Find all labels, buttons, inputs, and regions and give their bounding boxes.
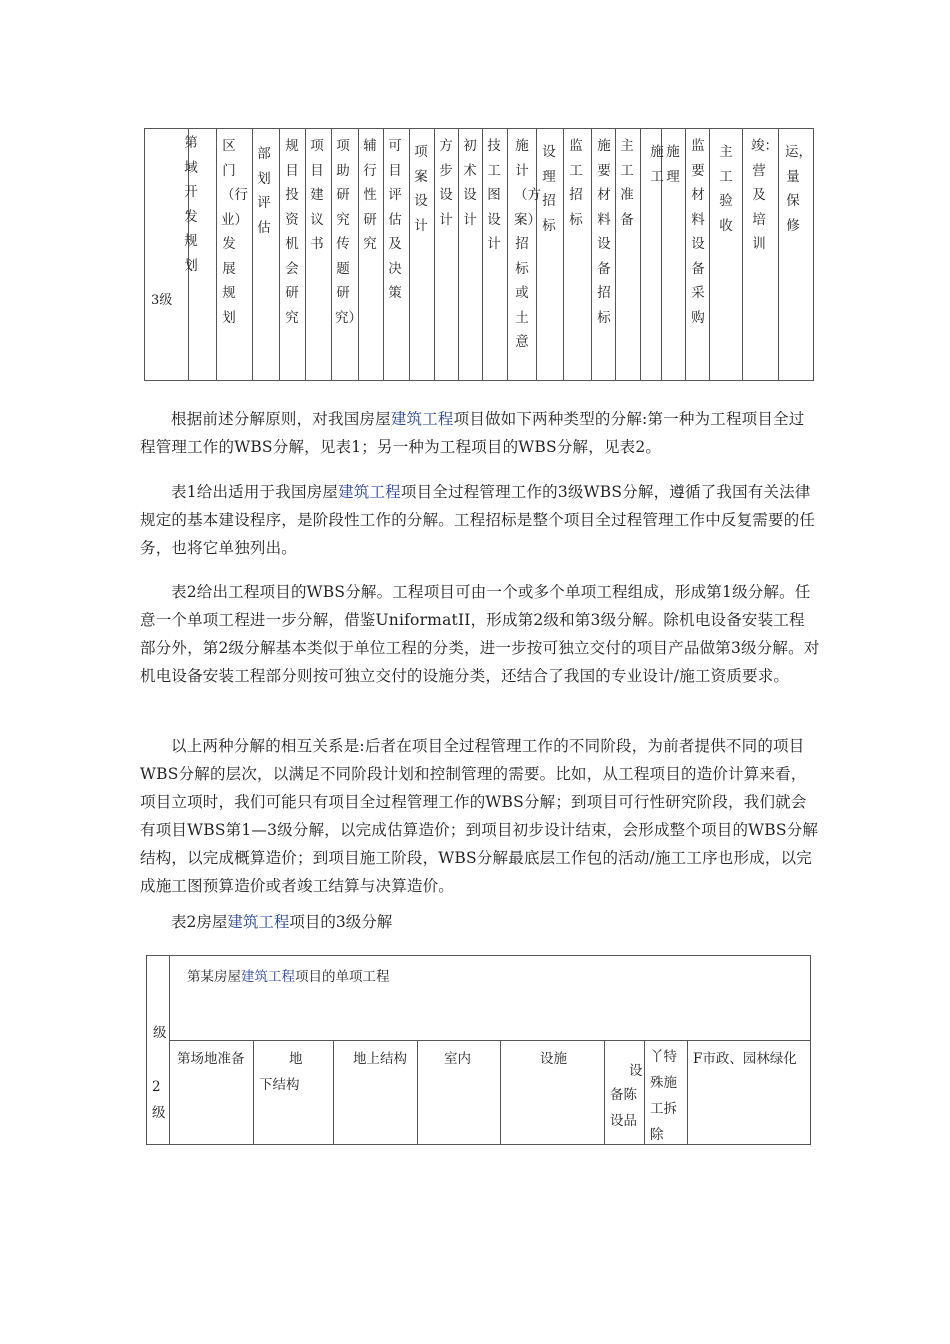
- table1-cell: 监要材料 设备采购: [691, 138, 705, 326]
- table2-col-divider: [500, 1040, 501, 1144]
- paragraph-1: [140, 405, 820, 461]
- table1-cell: 运，量保修: [785, 144, 812, 234]
- table1-col-divider: [615, 129, 616, 380]
- table1-cell: 主工准备: [620, 138, 634, 228]
- table1-cell: 部划评估: [257, 146, 271, 236]
- table1-cell: 施计（方案）招标或土意: [514, 138, 541, 350]
- table1-col-divider: [507, 129, 508, 380]
- table2-cell: 设: [629, 1063, 643, 1079]
- table1-col-divider: [536, 129, 537, 380]
- table2-col-divider: [333, 1040, 334, 1144]
- table2-cell: 第场地准备: [177, 1051, 245, 1067]
- table1-cell: 辅行性研究: [363, 138, 377, 252]
- table1-cell: 项助研究传题研究）: [335, 138, 362, 326]
- table2-col-divider: [253, 1040, 254, 1144]
- table1-cell: 施要材料设备招标: [597, 138, 611, 326]
- table1-col-divider: [458, 129, 459, 380]
- paragraph-3: 表2给出工程项目的WBS分解。工程项目可由一个或多个单项工程组成，形成第1级分解。任意一个单项工程进一步分解，借鉴UniformatII，形成第2级和第3级分解。除机电设备安装工程部分外，第2级分解基本类似于单位工程的分类，进一步按可独立交付的项目产品做第3级分解。对机电设备安装工程部分则按可独立交付的设施分类，还结合了我国的专业设计/施工资质要求。: [140, 583, 820, 685]
- link-construction-engineering[interactable]: 建筑工程: [338, 483, 401, 501]
- table1-level-label: 3级: [151, 293, 173, 308]
- table1-cell: 项目建议书: [310, 138, 324, 252]
- table1-cell: 竣：营及培训: [751, 138, 778, 252]
- table1-cell: 第域开发规划: [184, 135, 198, 274]
- table1-cell: 监工招标: [569, 138, 583, 228]
- table1-col-divider: [742, 129, 743, 380]
- table1-col-divider: [252, 129, 253, 380]
- paragraph-2: [140, 478, 820, 562]
- table1-cell: 可目评估及决策: [388, 138, 402, 301]
- paragraph-text: 项目全过程管理工作的3级WBS分解，遵循了我国有关法律规定的基本建设程序，是阶段性工作的分解。工程招标是整个项目全过程管理工作中反复需要的任务，也将它单独列出。: [140, 483, 816, 557]
- table2-col-divider: [604, 1040, 605, 1144]
- table2-col-divider: [644, 1040, 645, 1144]
- table1-col-divider: [482, 129, 483, 380]
- table1-cell: 项案设计: [414, 144, 428, 234]
- header-text: 第某房屋: [187, 969, 241, 985]
- link-construction-engineering[interactable]: 建筑工程: [227, 913, 290, 931]
- table2-cell: 设施: [540, 1051, 567, 1067]
- wbs-table-2: [146, 955, 811, 1145]
- table2-cell: 室内: [444, 1051, 471, 1067]
- table1-cell: 方步设计: [439, 138, 453, 228]
- table2-cell: 备陈设品: [610, 1087, 637, 1129]
- table1-col-divider: [434, 129, 435, 380]
- table2-level-label: 级: [153, 1025, 167, 1041]
- table2-cell: 地下结构: [259, 1051, 303, 1093]
- paragraph-text: 表1给出适用于我国房屋: [171, 483, 339, 501]
- table1-col-divider: [383, 129, 384, 380]
- header-text: 项目的单项工程: [295, 969, 390, 985]
- table1-cell: 施理: [666, 144, 680, 185]
- wbs-table-1: [144, 128, 814, 381]
- table1-col-divider: [409, 129, 410, 380]
- table1-col-divider: [305, 129, 306, 380]
- paragraph-4: 以上两种分解的相互关系是:后者在项目全过程管理工作的不同阶段，为前者提供不同的项目WBS分解的层次，以满足不同阶段计划和控制管理的需要。比如，从工程项目的造价计算来看，项目立项时，我们可能只有项目全过程管理工作的WBS分解；到项目可行性研究阶段，我们就会有项目WBS第1—3级分解，以完成估算造价；到项目初步设计结束，会形成整个项目的WBS分解结构，以完成概算造价；到项目施工阶段，WBS分解最底层工作包的活动/施工工序也形成，以完成施工图预算造价或者竣工结算与决算造价。: [140, 737, 819, 895]
- table1-cell: 主工验收: [719, 144, 733, 234]
- table2-header: [187, 964, 390, 990]
- table2-cell: 丫特殊施工拆除: [650, 1049, 677, 1143]
- table1-cell: 技工图设计: [487, 138, 501, 252]
- table2-col-divider: [687, 1040, 688, 1144]
- table2-row-level: 2级: [152, 1079, 166, 1121]
- caption-text: 项目的3级分解: [289, 913, 393, 931]
- table1-col-divider: [591, 129, 592, 380]
- table1-cell: 施工: [650, 144, 664, 185]
- table2-row-divider: [169, 1040, 810, 1041]
- table2-col-divider: [417, 1040, 418, 1144]
- table1-col-divider: [279, 129, 280, 380]
- paragraph-text: 根据前述分解原则，对我国房屋: [171, 410, 391, 428]
- link-construction-engineering[interactable]: 建筑工程: [241, 969, 295, 985]
- caption-text: 表2房屋: [171, 913, 228, 931]
- table2-cell: 地上结构: [353, 1051, 407, 1067]
- paragraph-text: 项目做如下两种类型的分解:第一种为工程项目全过程管理工作的WBS分解，见表1；另一种为工程项目的WBS分解，见表2。: [140, 410, 805, 456]
- table2-col-divider: [169, 956, 170, 1144]
- table1-col-divider: [685, 129, 686, 380]
- table1-col-divider: [331, 129, 332, 380]
- table1-col-divider: [216, 129, 217, 380]
- table1-col-divider: [778, 129, 779, 380]
- table1-col-divider: [563, 129, 564, 380]
- table1-col-divider: [709, 129, 710, 380]
- link-construction-engineering[interactable]: 建筑工程: [390, 410, 454, 428]
- table2-cell: F市政、园林绿化: [693, 1051, 797, 1067]
- table1-cell: 初术设计: [463, 138, 477, 228]
- table2-caption: [171, 908, 392, 936]
- table1-col-divider: [358, 129, 359, 380]
- table1-cell: 规目投资机会研究: [285, 138, 299, 326]
- table1-col-divider: [640, 129, 641, 380]
- table1-cell: 设理招标: [542, 144, 556, 234]
- table1-cell: 区门（行业）发展规划: [221, 138, 248, 326]
